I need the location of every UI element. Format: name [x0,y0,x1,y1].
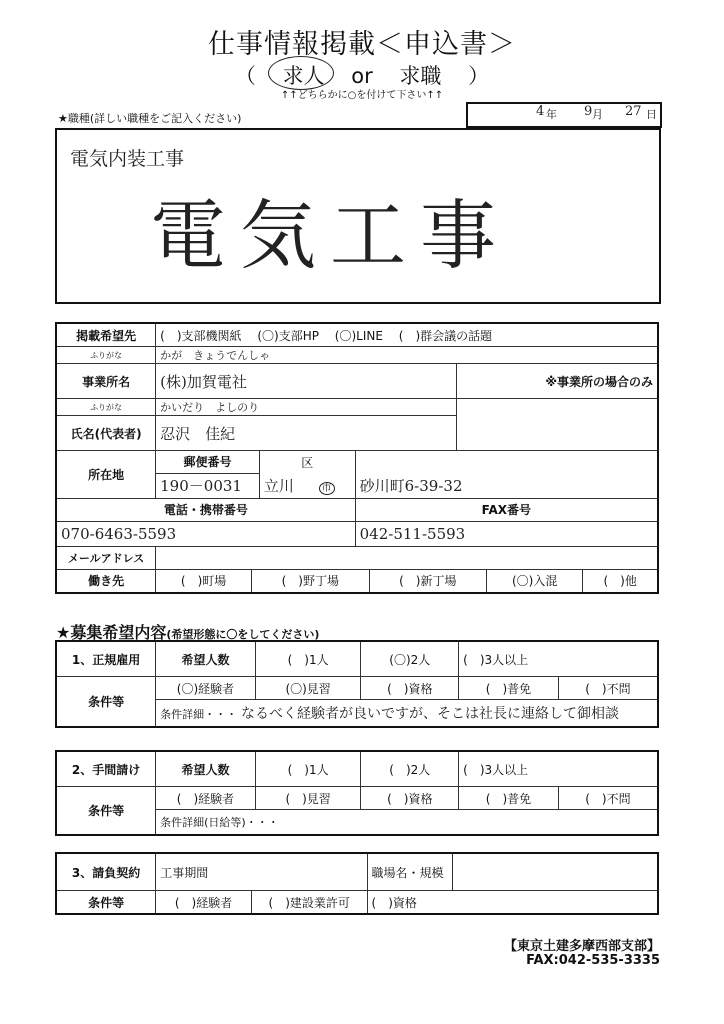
footer-org: 【東京土建多摩西部支部】 [503,939,660,954]
publish-label: 掲載希望先 [56,323,156,347]
sec1-count-2: (〇)2人 [361,641,459,677]
sec1-count-3: ( )3人以上 [459,641,658,677]
sec1-cond-label: 条件等 [56,677,156,728]
sec2-count-label: 希望人数 [156,751,256,787]
city-mark: 市 [319,482,335,495]
sec1-cond-driver: ( )普免 [459,677,559,700]
form-title: 仕事情報掲載＜申込書＞ [208,29,516,60]
phone-value-row [56,521,658,546]
furigana-label: ふりがな [56,347,156,364]
sec2-table [55,750,659,836]
recruit-title-note: (希望形態に〇をしてください) [166,628,320,641]
sec3-label: 3、請負契約 [56,853,156,891]
company-value: (株)加賀電社 [156,364,457,399]
or-text: or [351,64,373,88]
workplace-label: 働き先 [56,569,156,593]
rep-furigana-label: ふりがな [56,399,156,416]
city-value: 立川 [263,476,294,495]
publish-options [156,323,658,347]
workplace-option-other: ( )他 [583,570,657,592]
address-row-1 [56,451,658,474]
postal-label: 郵便番号 [156,451,260,474]
workplace-option-irimaze: (〇)入混 [487,570,583,592]
selection-circle-icon [268,56,334,90]
job-type-small-text: 電気内装工事 [70,148,185,170]
sec2-cond-label: 条件等 [56,787,156,836]
sec2-detail-label: 条件詳細(日給等)・・・ [156,810,658,836]
info-table [55,322,659,594]
postal-value: 190－0031 [156,473,260,498]
sec2-cond-any: ( )不問 [558,787,658,810]
sec1-cond-experienced: (〇)経験者 [156,677,256,700]
sec2-count-2: ( )2人 [361,751,459,787]
address-label: 所在地 [56,451,156,499]
date-month-label: 月 [592,108,603,121]
fax-value: 042-511-5593 [355,521,658,546]
city-cell [259,473,355,498]
sec1-cond-apprentice: (〇)見習 [255,677,361,700]
rep-value: 忍沢 佳紀 [156,416,457,451]
company-furigana-value: かが きょうでんしゃ [156,347,658,364]
sec1-cond-any: ( )不問 [558,677,658,700]
rep-label: 氏名(代表者) [56,416,156,451]
workplace-option-nochoba: ( )野丁場 [252,570,370,592]
sec2-count-1: ( )1人 [255,751,361,787]
sec1-count-row [56,641,658,677]
sec1-detail-cell [156,700,658,728]
date-day-value: 27 [625,104,642,119]
date-month-value: 9 [584,104,593,119]
hint-text: ↑↑どちらかに○を付けて下さい↑↑ [280,90,444,101]
fax-label: FAX番号 [355,498,658,521]
sec2-count-3: ( )3人以上 [459,751,658,787]
job-type-big-text: 電気工事 [150,191,510,280]
sec2-cond-experienced: ( )経験者 [156,787,256,810]
sec3-cond-label: 条件等 [56,891,156,915]
sec2-cond-license: ( )資格 [361,787,459,810]
option-kyujin: 求人 [282,64,325,88]
rep-furigana-row [56,399,658,416]
option-kyushoku: 求職 [399,64,442,88]
sec3-period-label: 工事期間 [156,853,367,891]
email-label: メールアドレス [56,546,156,569]
sec3-cond-license: ( )資格 [367,891,658,915]
sec2-cond-driver: ( )普免 [459,787,559,810]
street-value: 砂川町6-39-32 [355,473,658,498]
company-row [56,364,658,399]
close-paren: ） [468,64,490,88]
publish-option-meeting: ( )群会議の話題 [398,328,493,343]
company-label: 事業所名 [56,364,156,399]
publish-option-line: (〇)LINE [334,328,383,343]
publish-option-bulletin: ( )支部機関紙 [160,328,242,343]
company-furigana-row [56,347,658,364]
phone-label-row [56,498,658,521]
open-paren: （ [234,64,256,88]
sec1-cond-row [56,677,658,700]
sec3-cond-permit: ( )建設業許可 [251,891,367,915]
sec3-period-row [56,853,658,891]
email-value [156,546,658,569]
workplace-option-machiba: ( )町場 [156,570,251,592]
workplace-option-shinchoba: ( )新丁場 [369,570,487,592]
publish-row [56,323,658,347]
sec2-count-row [56,751,658,787]
company-note: ※事業所の場合のみ [457,364,658,399]
sec3-site-label: 職場名・規模 [367,853,453,891]
sec2-label: 2、手間請け [56,751,156,787]
sec1-detail-value: なるべく経験者が良いですが、そこは社長に連絡して御相談 [240,706,619,722]
phone-value: 070-6463-5593 [56,521,355,546]
date-year-label: 年 [546,108,557,121]
email-row [56,546,658,569]
date-year-value: 4 [536,104,545,119]
sec1-table [55,640,659,728]
sec1-detail-label: 条件詳細・・・ [160,708,238,721]
footer-fax: FAX:042-535-3335 [526,953,660,968]
publish-option-hp: (〇)支部HP [257,328,319,343]
recruit-title-text: ★募集希望内容 [56,623,167,642]
ward-label: 区 [259,451,355,474]
workplace-row [56,569,658,593]
job-type-label: ★職種(詳しい職種をご記入ください) [58,112,242,125]
sec1-label: 1、正規雇用 [56,641,156,677]
rep-furigana-value: かいだり よしのり [156,399,457,416]
sec1-count-label: 希望人数 [156,641,256,677]
date-day-label: 日 [646,108,657,121]
sec3-cond-experienced: ( )経験者 [156,891,252,915]
rep-blank-cell [457,399,658,451]
workplace-options-cell [156,569,658,593]
sec1-cond-license: ( )資格 [361,677,459,700]
sec2-cond-row [56,787,658,810]
sec1-count-1: ( )1人 [255,641,361,677]
sec3-cond-row [56,891,658,915]
sec2-cond-apprentice: ( )見習 [255,787,361,810]
sec3-site-value [453,853,658,891]
sec3-table [55,852,659,915]
phone-label: 電話・携帯番号 [56,498,355,521]
address-top-blank [355,451,658,474]
